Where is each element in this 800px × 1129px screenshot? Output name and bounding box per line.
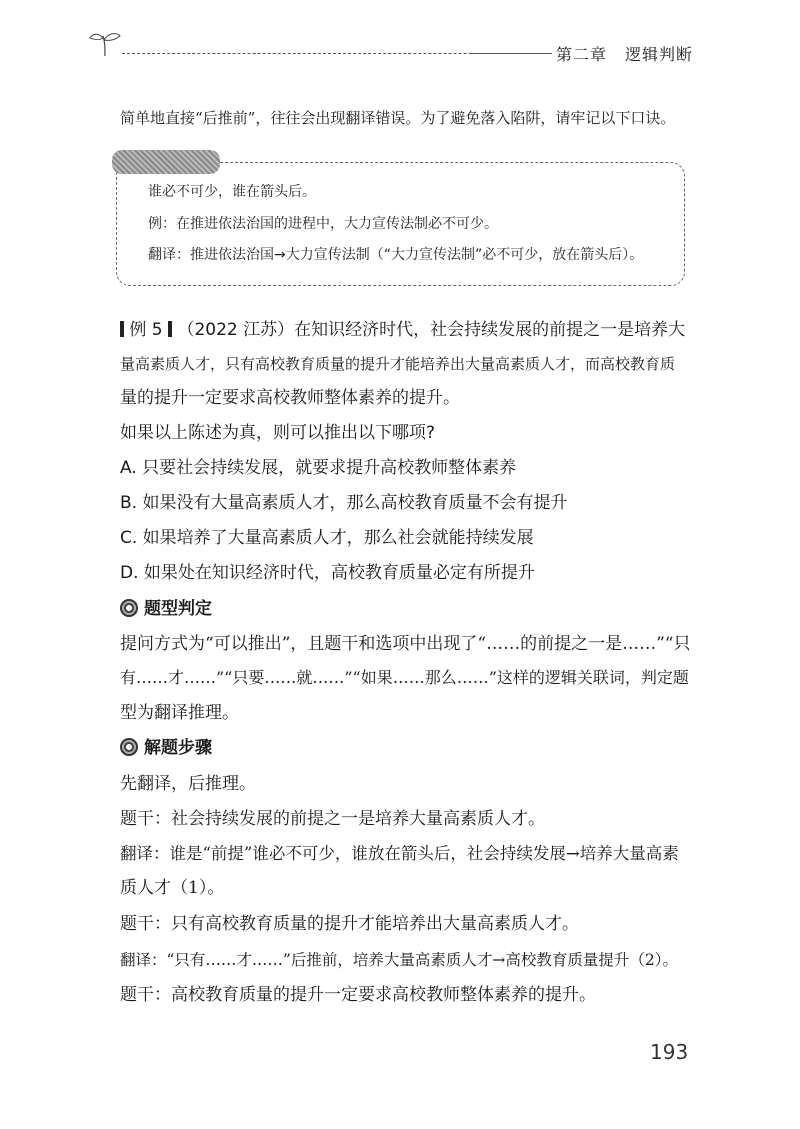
steps-section-title: 解题步骤 — [120, 736, 212, 760]
section-badge-icon — [120, 599, 138, 617]
header-divider-solid — [470, 53, 550, 54]
mnemonic-line: 谁必不可少，谁在箭头后。 — [148, 184, 316, 200]
chapter-title: 逻辑判断 — [625, 45, 694, 64]
mnemonic-label-banner — [112, 150, 220, 174]
running-header — [556, 42, 693, 65]
example-prompt: 如果以上陈述为真，则可以推出以下哪项? — [120, 423, 436, 443]
example-question-text: （2022 江苏）在知识经济时代，社会持续发展的前提之一是培养大 — [177, 320, 686, 340]
mnemonic-line: 翻译：推进依法治国→大力宣传法制（“大力宣传法制”必不可少，放在箭头后）。 — [148, 247, 644, 263]
type-line: 提问方式为“可以推出”，且题干和选项中出现了“……的前提之一是……”“只 — [120, 634, 691, 654]
chapter-number: 第二章 — [556, 45, 608, 64]
steps-line: 翻译：“只有……才……”后推前，培养大量高素质人才→高校教育质量提升（2）。 — [120, 951, 678, 969]
option-d: D. 如果处在知识经济时代，高校教育质量必定有所提升 — [120, 563, 535, 583]
example-label: 例 5 — [129, 320, 163, 340]
option-a: A. 只要社会持续发展，就要求提升高校教师整体素养 — [120, 458, 517, 478]
steps-line: 题干：高校教育质量的提升一定要求高校教师整体素养的提升。 — [120, 985, 596, 1005]
page-number: 193 — [650, 1040, 689, 1064]
section-badge-icon — [120, 738, 138, 756]
type-section-title: 题型判定 — [120, 597, 212, 621]
steps-line: 质人才（1）。 — [120, 878, 225, 898]
type-line: 有……才……”“只要……就……”“如果……那么……”这样的逻辑关联词，判定题 — [120, 668, 689, 687]
example-question-line — [120, 318, 685, 342]
steps-line: 题干：只有高校教育质量的提升才能培养出大量高素质人才。 — [120, 914, 579, 934]
option-b: B. 如果没有大量高素质人才，那么高校教育质量不会有提升 — [120, 493, 568, 513]
example-bracket-right — [168, 321, 172, 337]
example-question-line: 量的提升一定要求高校教师整体素养的提升。 — [120, 388, 460, 408]
steps-line: 题干：社会持续发展的前提之一是培养大量高素质人才。 — [120, 809, 545, 829]
intro-text: 简单地直接“后推前”，往往会出现翻译错误。为了避免落入陷阱，请牢记以下口诀。 — [120, 109, 676, 127]
example-bracket-left — [120, 321, 124, 337]
steps-line: 先翻译，后推理。 — [120, 774, 256, 794]
steps-line: 翻译：谁是“前提”谁必不可少，谁放在箭头后，社会持续发展→培养大量高素 — [120, 844, 679, 863]
sprout-icon — [88, 30, 122, 56]
option-c: C. 如果培养了大量高素质人才，那么社会就能持续发展 — [120, 528, 534, 548]
mnemonic-line: 例：在推进依法治国的进程中，大力宣传法制必不可少。 — [148, 216, 498, 232]
type-line: 型为翻译推理。 — [120, 703, 239, 723]
example-question-line: 量高素质人才，只有高校教育质量的提升才能培养出大量高素质人才，而高校教育质 — [120, 355, 676, 373]
